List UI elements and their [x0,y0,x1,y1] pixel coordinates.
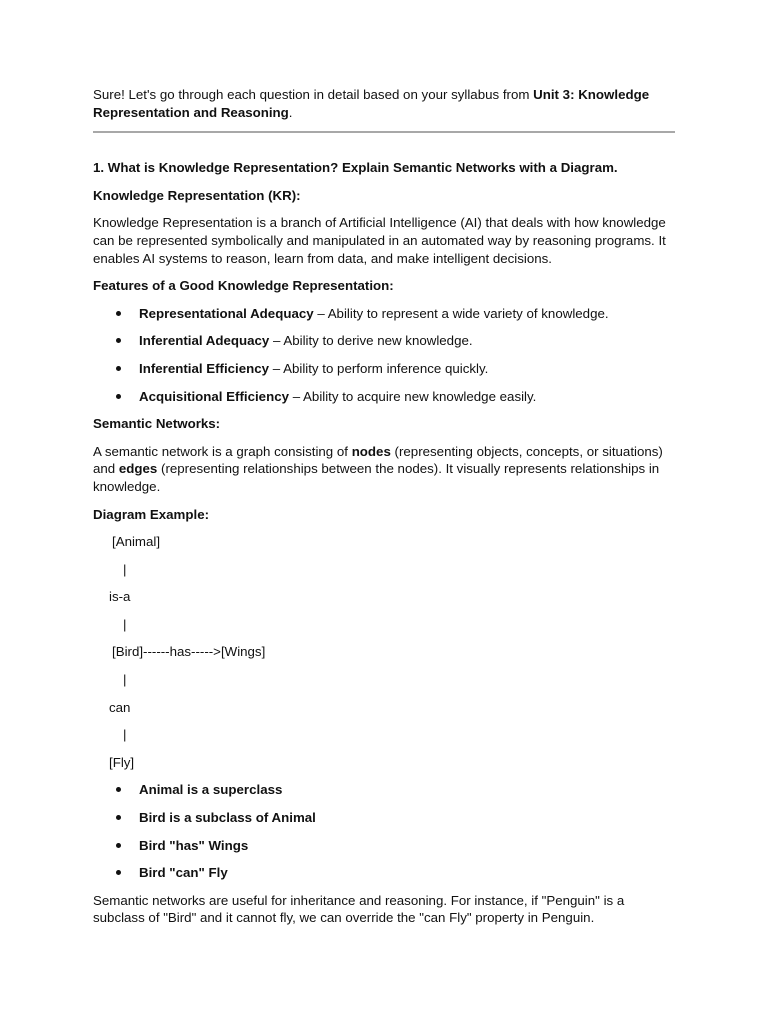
semantic-network-diagram [93,533,675,771]
feature-description: – Ability to represent a wide variety of knowledge. [313,305,609,321]
feature-description: – Ability to perform inference quickly. [269,360,489,376]
diagram-edge-can: can [109,699,131,715]
feature-item [93,388,675,406]
feature-item [93,305,675,323]
diagram-note-item: Bird "can" Fly [93,864,675,882]
diagram-note-item: Bird "has" Wings [93,837,675,855]
feature-term: Inferential Adequacy [139,333,270,349]
diagram-connector: | [123,727,127,743]
feature-description: – Ability to derive new knowledge. [269,333,473,349]
diagram-node-fly: [Fly] [109,754,135,770]
semantic-networks-paragraph [93,443,675,496]
diagram-connector: | [123,616,127,632]
feature-term: Representational Adequacy [139,305,314,321]
question-heading: 1. What is Knowledge Representation? Explain Semantic Networks with a Diagram. [93,160,618,176]
semantic-networks-heading: Semantic Networks: [93,416,221,432]
feature-item [93,332,675,350]
diagram-node-bird-wings: [Bird]------has----->[Wings] [112,644,266,660]
sn-text-3: (representing relationships between the nodes). It visually represents relationships in knowledge. [93,461,660,494]
sn-edges-term: edges [118,461,158,477]
diagram-edge-is-a: is-a [109,589,131,605]
feature-description: – Ability to acquire new knowledge easily. [289,388,537,404]
kr-heading: Knowledge Representation (KR): [93,187,301,203]
intro-paragraph [93,86,675,121]
intro-text: Sure! Let's go through each question in detail based on your syllabus from [93,87,534,102]
diagram-node-animal: [Animal] [112,534,161,550]
intro-period: . [288,104,293,120]
diagram-note-item: Bird is a subclass of Animal [93,809,675,827]
features-list [93,305,675,405]
closing-paragraph: Semantic networks are useful for inheritance and reasoning. For instance, if "Penguin" is a subclass of "Bird" and it cannot fly, we can override the "can Fly" property in Penguin. [93,892,625,926]
diagram-heading: Diagram Example: [93,506,210,522]
feature-term: Inferential Efficiency [139,360,270,376]
intro-unit-title: Unit 3: Knowledge Representation and Reasoning [93,87,650,120]
diagram-connector: | [123,672,127,688]
sn-text-1: A semantic network is a graph consisting of [93,443,352,459]
horizontal-divider [93,131,675,133]
sn-nodes-term: nodes [351,443,391,459]
diagram-notes-list [93,781,675,881]
kr-paragraph: Knowledge Representation is a branch of Artificial Intelligence (AI) that deals with how knowledge can be represented symbolically and manipulated in an automated way by reasoning programs. It enables AI systems to reason, learn from data, and make intelligent decisions. [93,215,666,266]
feature-item [93,360,675,378]
features-heading: Features of a Good Knowledge Representation: [93,278,394,294]
document-page [93,86,675,937]
diagram-note-item: Animal is a superclass [93,781,675,799]
diagram-connector: | [123,561,127,577]
feature-term: Acquisitional Efficiency [139,388,289,404]
sn-text-2: (representing objects, concepts, or situations) and [93,443,663,477]
